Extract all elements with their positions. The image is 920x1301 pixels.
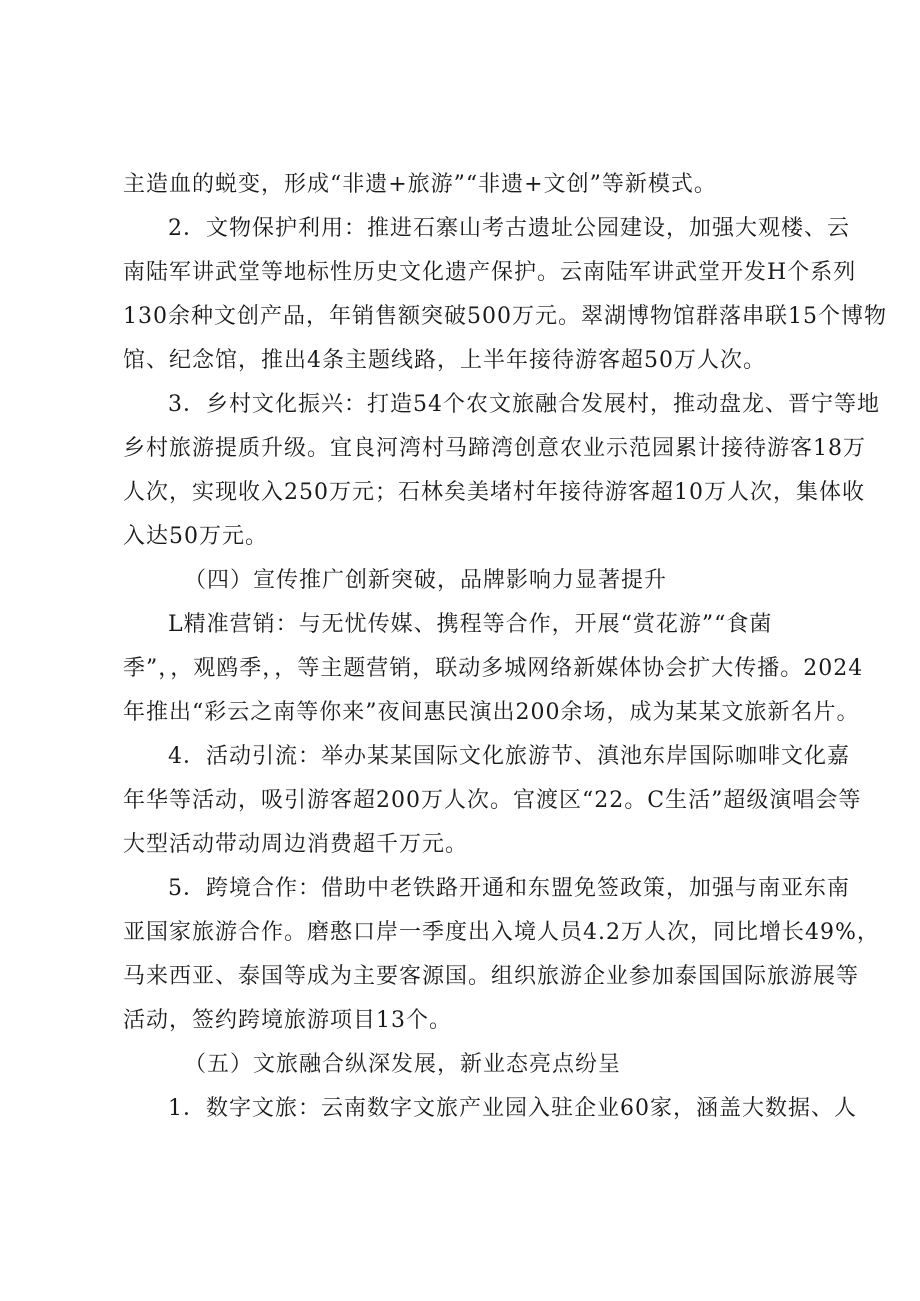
- paragraph-line: L精准营销：与无忧传媒、携程等合作，开展“赏花游”“食菌: [168, 612, 773, 637]
- paragraph-line: 乡村旅游提质升级。宜良河湾村马蹄湾创意农业示范园累计接待游客18万: [123, 436, 866, 461]
- paragraph-line: 亚国家旅游合作。磨憨口岸一季度出入境人员4.2万人次，同比增长49%，: [123, 920, 880, 945]
- paragraph-line: 3．乡村文化振兴：打造54个农文旅融合发展村，推动盘龙、晋宁等地: [168, 392, 880, 417]
- paragraph-line: 入达50万元。: [123, 524, 268, 549]
- paragraph-line: 主造血的蜕变，形成“非遗+旅游”“非遗+文创”等新模式。: [123, 172, 717, 197]
- paragraph-line: 2．文物保护利用：推进石寨山考古遗址公园建设，加强大观楼、云: [168, 216, 850, 241]
- paragraph-line: 年华等活动，吸引游客超200万人次。官渡区“22。C生活”超级演唱会等: [123, 788, 862, 813]
- paragraph-line: 4．活动引流：举办某某国际文化旅游节、滇池东岸国际咖啡文化嘉: [168, 744, 850, 769]
- paragraph-line: 南陆军讲武堂等地标性历史文化遗产保护。云南陆军讲武堂开发H个系列: [123, 260, 857, 285]
- paragraph-line: 大型活动带动周边消费超千万元。: [123, 832, 469, 857]
- paragraph-line: 年推出“彩云之南等你来”夜间惠民演出200余场，成为某某文旅新名片。: [123, 700, 860, 725]
- paragraph-line: 季”，，观鸥季，，等主题营销，联动多城网络新媒体协会扩大传播。2024: [123, 656, 864, 681]
- paragraph-line: 1．数字文旅：云南数字文旅产业园入驻企业60家，涵盖大数据、人: [168, 1096, 857, 1121]
- section-heading: （四）宣传推广创新突破，品牌影响力显著提升: [184, 568, 668, 593]
- paragraph-line: 5．跨境合作：借助中老铁路开通和东盟免签政策，加强与南亚东南: [168, 876, 850, 901]
- section-heading: （五）文旅融合纵深发展，新业态亮点纷呈: [184, 1052, 622, 1077]
- paragraph-line: 马来西亚、泰国等成为主要客源国。组织旅游企业参加泰国国际旅游展等: [123, 964, 860, 989]
- paragraph-line: 馆、纪念馆，推出4条主题线路，上半年接待游客超50万人次。: [123, 348, 766, 373]
- paragraph-line: 活动，签约跨境旅游项目13个。: [123, 1008, 452, 1033]
- paragraph-line: 人次，实现收入250万元；石林矣美堵村年接待游客超10万人次，集体收: [123, 480, 865, 505]
- paragraph-line: 130余种文创产品，年销售额突破500万元。翠湖博物馆群落串联15个博物: [123, 304, 887, 329]
